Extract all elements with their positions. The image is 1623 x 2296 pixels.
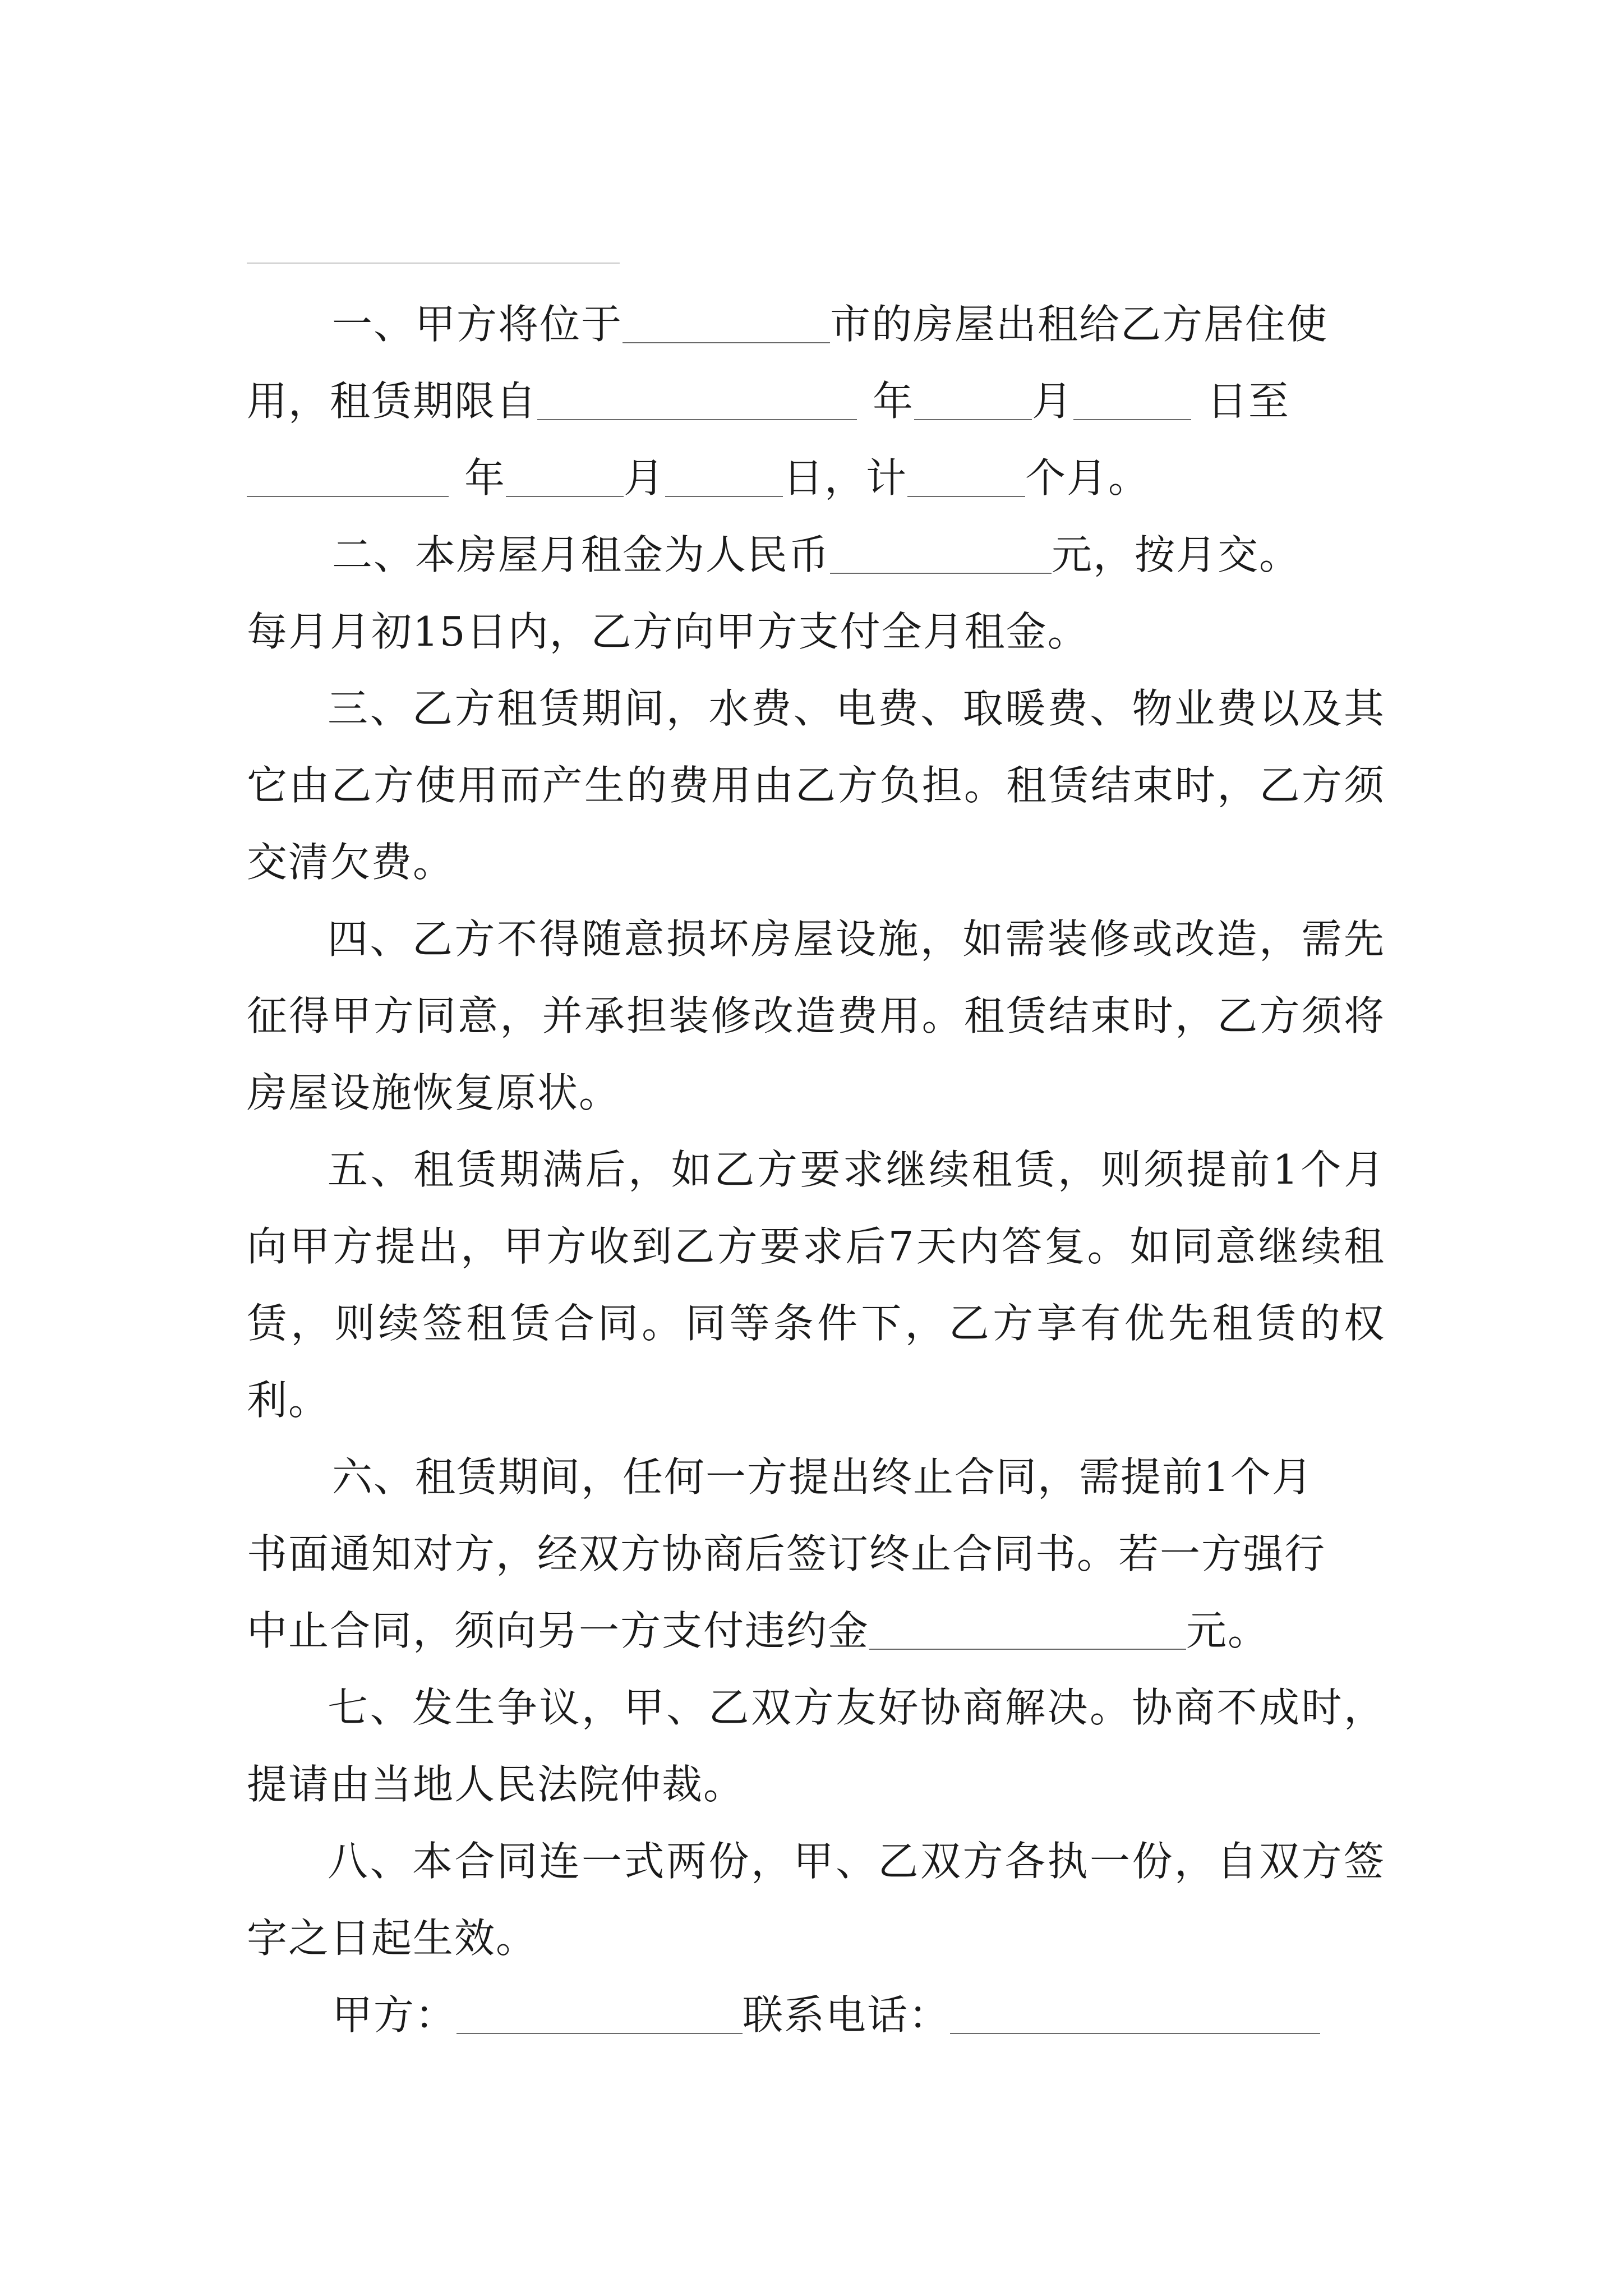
clause-1-text-b: 市的房屋出租给乙方居住使 (830, 301, 1329, 348)
clause-1-text-c: 用，租赁期限自 (247, 378, 538, 425)
months-label: 个月。 (1025, 454, 1150, 501)
clause-6-line-1: 六、租赁期间，任何一方提出终止合同，需提前1个月 (332, 1453, 1313, 1501)
end-day-label: 日，计 (783, 454, 908, 501)
clause-2-text-b: 元，按月交。 (1052, 531, 1301, 578)
header-rule (247, 263, 620, 264)
clause-2-text-a: 二、本房屋月租金为人民币 (332, 531, 831, 578)
months-count-blank[interactable] (907, 455, 1025, 497)
clause-1-line-2 (247, 363, 1385, 440)
end-month-label: 月 (624, 454, 666, 501)
clause-7: 七、发生争议，甲、乙双方友好协商解决。协商不成时，提请由当地人民法院仲裁。 (247, 1684, 1385, 1808)
phone-blank[interactable] (950, 1993, 1320, 2034)
clause-6-text-b: 元。 (1186, 1607, 1270, 1654)
clause-6-line-3 (247, 1593, 1385, 1669)
start-day-blank[interactable] (1073, 379, 1191, 420)
end-month-blank[interactable] (506, 455, 624, 497)
clause-6 (247, 1439, 1385, 1669)
city-blank[interactable] (623, 302, 830, 343)
signature-line (247, 1977, 1385, 2054)
clause-1-line-1 (247, 286, 1385, 363)
clause-4: 四、乙方不得随意损坏房屋设施，如需装修或改造，需先征得甲方同意，并承担装修改造费用。租赁结束时，乙方须将房屋设施恢复原状。 (247, 915, 1385, 1116)
clause-1-text-a: 一、甲方将位于 (332, 301, 623, 348)
start-year-blank[interactable] (537, 379, 857, 420)
party-a-blank[interactable] (457, 1993, 743, 2034)
clause-2 (247, 517, 1385, 670)
end-year-label: 年 (464, 454, 506, 501)
start-month-label: 月 (1032, 378, 1074, 425)
clause-1 (247, 286, 1385, 517)
clause-6-text-a: 中止合同，须向另一方支付违约金 (247, 1607, 870, 1654)
penalty-amount-blank[interactable] (869, 1608, 1186, 1650)
clause-1-line-3 (247, 440, 1385, 517)
end-year-blank[interactable] (247, 455, 449, 497)
start-day-label: 日至 (1207, 378, 1290, 425)
end-day-blank[interactable] (665, 455, 783, 497)
phone-label: 联系电话： (743, 1991, 951, 2039)
contract-body (247, 286, 1385, 2054)
party-a-label: 甲方： (332, 1991, 457, 2039)
clause-8: 八、本合同连一式两份，甲、乙双方各执一份，自双方签字之日起生效。 (247, 1838, 1385, 1962)
clause-2-line-2: 每月月初15日内，乙方向甲方支付全月租金。 (247, 608, 1089, 655)
start-month-blank[interactable] (914, 379, 1032, 420)
clause-3: 三、乙方租赁期间，水费、电费、取暖费、物业费以及其它由乙方使用而产生的费用由乙方负担。租赁结束时，乙方须交清欠费。 (247, 685, 1385, 886)
rent-amount-blank[interactable] (830, 532, 1052, 574)
clause-6-line-2: 书面通知对方，经双方协商后签订终止合同书。若一方强行 (247, 1530, 1326, 1577)
clause-2-line-1 (247, 517, 1385, 593)
start-year-label: 年 (873, 378, 915, 425)
clause-5: 五、租赁期满后，如乙方要求继续租赁，则须提前1个月向甲方提出，甲方收到乙方要求后7天内答复。如同意继续租赁，则续签租赁合同。同等条件下，乙方享有优先租赁的权利。 (247, 1146, 1385, 1424)
